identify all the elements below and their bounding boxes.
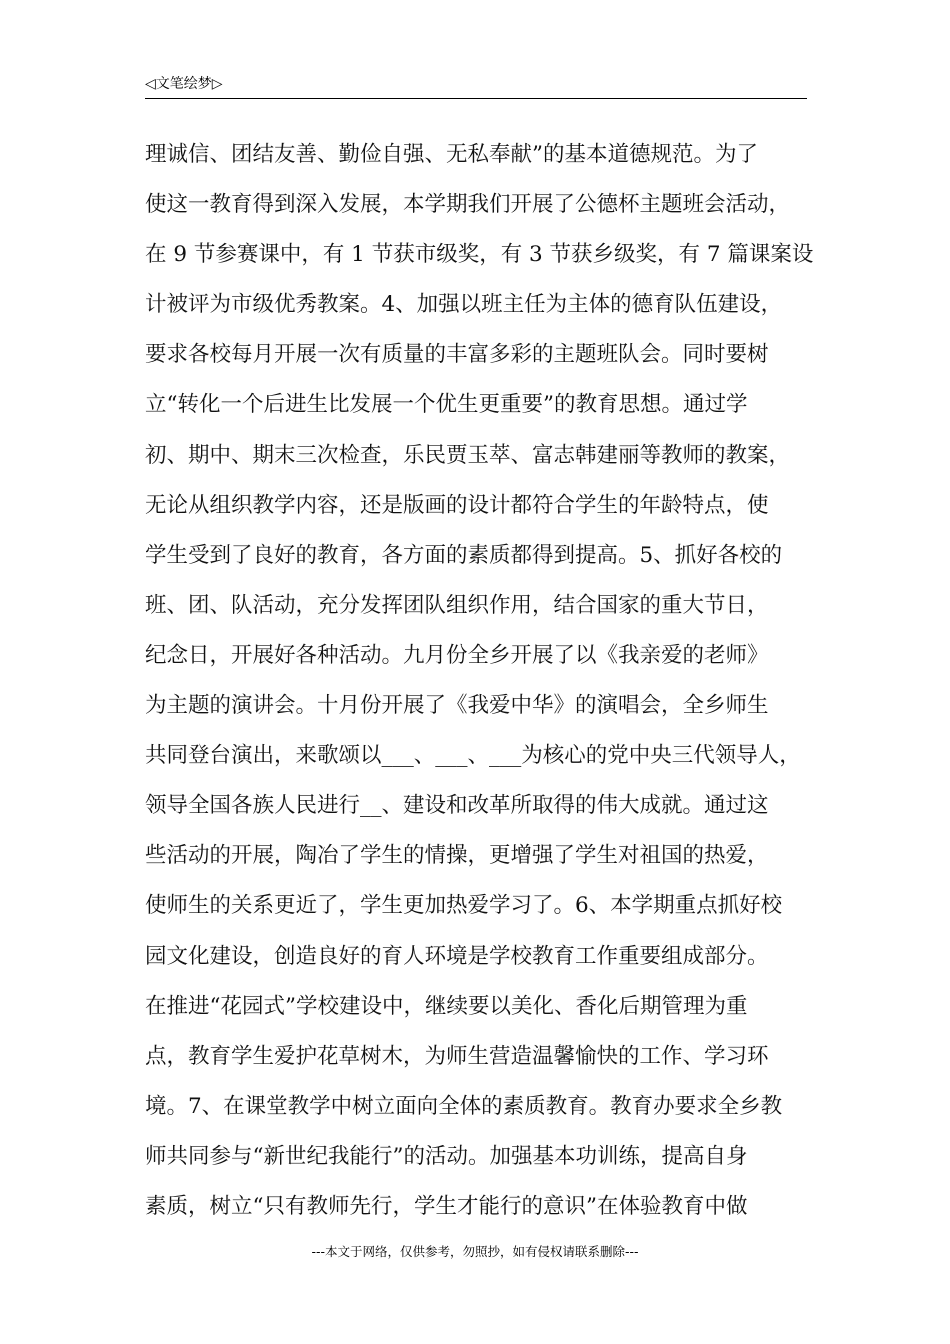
text-line: 要求各校每月开展一次有质量的丰富多彩的主题班队会。同时要树 — [145, 342, 769, 368]
text-line: 在 9 节参赛课中，有 1 节获市级奖，有 3 节获乡级奖，有 7 篇课案设 — [145, 242, 814, 268]
text-line: 在推进“花园式”学校建设中，继续要以美化、香化后期管理为重 — [145, 993, 748, 1019]
text-line: 共同登台演出，来歌颂以___、___、___为核心的党中央三代领导人， — [145, 743, 801, 769]
text-line: 学生受到了良好的教育，各方面的素质都得到提高。5、抓好各校的 — [145, 542, 783, 568]
text-line: 园文化建设，创造良好的育人环境是学校教育工作重要组成部分。 — [145, 943, 769, 969]
text-line: 领导全国各族人民进行__、建设和改革所取得的伟大成就。通过这 — [145, 793, 769, 819]
page-footer: ---本文于网络，仅供参考，勿照抄，如有侵权请联系删除--- — [311, 1244, 639, 1259]
text-line: 计被评为市级优秀教案。4、加强以班主任为主体的德育队伍建设， — [145, 292, 783, 318]
text-line: 些活动的开展，陶冶了学生的情操，更增强了学生对祖国的热爱， — [145, 843, 769, 869]
document-body — [145, 130, 825, 1232]
text-line: 班、团、队活动，充分发挥团队组织作用，结合国家的重大节日， — [145, 592, 769, 618]
text-line: 立“转化一个后进生比发展一个优生更重要”的教育思想。通过学 — [145, 392, 748, 418]
text-line: 境。7、在课堂教学中树立面向全体的素质教育。教育办要求全乡教 — [145, 1093, 783, 1119]
text-line: 理诚信、团结友善、勤俭自强、无私奉献”的基本道德规范。为了 — [145, 142, 758, 167]
text-line: 纪念日，开展好各种活动。九月份全乡开展了以《我亲爱的老师》 — [145, 642, 769, 668]
text-line: 无论从组织教学内容，还是版画的设计都符合学生的年龄特点，使 — [145, 492, 769, 518]
text-line: 素质，树立“只有教师先行，学生才能行的意识”在体验教育中做 — [145, 1193, 748, 1219]
text-line: 使这一教育得到深入发展，本学期我们开展了公德杯主题班会活动， — [145, 192, 791, 218]
header-title: ◁文笔绘梦▷ — [145, 76, 223, 92]
text-line: 使师生的关系更近了，学生更加热爱学习了。6、本学期重点抓好校 — [145, 893, 783, 919]
page-header — [145, 74, 807, 99]
text-line: 师共同参与“新世纪我能行”的活动。加强基本功训练，提高自身 — [145, 1143, 748, 1169]
text-line: 为主题的演讲会。十月份开展了《我爱中华》的演唱会，全乡师生 — [145, 693, 769, 719]
text-line: 初、期中、期末三次检查，乐民贾玉萃、富志韩建丽等教师的教案， — [145, 442, 791, 468]
text-line: 点，教育学生爱护花草树木，为师生营造温馨愉快的工作、学习环 — [145, 1043, 769, 1069]
